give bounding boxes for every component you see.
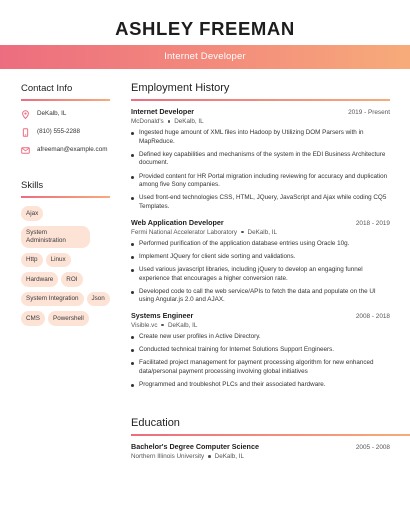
job-company: Fermi National Accelerator Laboratory [131, 228, 238, 236]
skill-pill: Powershell [48, 311, 89, 326]
job-title: Internet Developer [131, 107, 195, 116]
job-bullet: Defined key capabilities and mechanisms of the system in the EDI Business Architecture document. [131, 151, 390, 168]
skills-heading: Skills [21, 180, 44, 191]
job-title: Web Application Developer [131, 217, 224, 227]
job-bullet: Create new user profiles in Active Directory. [131, 333, 390, 342]
resume-name: ASHLEY FREEMAN [115, 18, 295, 39]
mail-icon [21, 146, 30, 155]
skill-pill: System Integration [21, 292, 84, 307]
job-bullet: Used various javascript libraries, including jQuery to develop an engaging funnel experience that encourages a higher conversion rate. [131, 266, 390, 283]
location-text: DeKalb, IL [37, 110, 67, 117]
job-dates: 2019 - Present [348, 109, 390, 116]
school-location: DeKalb, IL [214, 453, 245, 460]
contact-location [21, 110, 110, 119]
employment-heading: Employment History [131, 82, 230, 94]
contact-phone [21, 128, 110, 137]
education-dates: 2005 - 2008 [355, 444, 390, 451]
separator-dot [161, 324, 164, 327]
skill-pill: Ajax [21, 206, 43, 221]
skills-section [21, 180, 110, 326]
job-bullet: Ingested huge amount of XML files into Hadoop by Utilizing DOM Parsers with in MapReduce. [131, 129, 390, 146]
separator-dot [241, 231, 244, 234]
skill-pill: CMS [21, 311, 45, 326]
degree-title: Bachelor's Degree Computer Science [131, 442, 259, 451]
skill-pill: System Administration [21, 226, 90, 248]
job-bullet: Performed purification of the application database entries using Oracle 10g. [131, 240, 390, 249]
email-text[interactable]: afreeman@example.com [37, 146, 108, 153]
contact-divider [21, 99, 110, 101]
job-bullets [131, 333, 390, 390]
skill-pill: Linux [46, 253, 71, 268]
phone-icon [21, 128, 30, 137]
job-entry [131, 218, 390, 305]
job-bullets [131, 240, 390, 305]
job-entry [131, 107, 390, 212]
job-bullet: Implement JQuery for client side sorting and validations. [131, 253, 390, 262]
job-bullet: Programmed and troubleshot PLCs and their associated hardware. [131, 381, 390, 390]
job-bullets [131, 129, 390, 212]
skill-pill: Http [21, 253, 43, 268]
location-pin-icon [21, 110, 30, 119]
job-bullet: Used front-end technologies CSS, HTML, JQuery, JavaScript and Ajax while coding CQ5 Templates. [131, 194, 390, 211]
employment-section [131, 82, 390, 394]
job-location: DeKalb, IL [167, 321, 198, 329]
school-name: Northern Illinois University [131, 453, 205, 460]
education-heading: Education [131, 417, 180, 429]
education-section [131, 417, 410, 460]
job-title-banner: Internet Developer [0, 45, 410, 69]
job-title: Systems Engineer [131, 310, 194, 320]
job-location: DeKalb, IL [174, 118, 204, 125]
skill-pill: Json [87, 292, 110, 307]
employment-divider [131, 99, 390, 101]
skill-pill: ROI [61, 272, 82, 287]
separator-dot [208, 455, 211, 458]
job-company: Visible.vc [131, 321, 158, 329]
job-bullet: Provided content for HR Portal migration including reviewing for accuracy and duplication among five Sony companies. [131, 173, 390, 190]
education-divider [131, 434, 410, 436]
contact-email [21, 146, 110, 155]
phone-text: (810) 555-2288 [37, 128, 81, 135]
job-entry [131, 311, 390, 390]
job-dates: 2018 - 2019 [355, 219, 390, 227]
separator-dot [168, 120, 171, 123]
skills-list [21, 206, 110, 326]
job-bullet: Conducted technical training for Internet Solutions Support Engineers. [131, 346, 390, 355]
contact-section [21, 83, 110, 155]
job-bullet: Facilitated project management for payment processing algorithm for new enhanced data/personal payment processing involving global initiatives [131, 359, 390, 376]
skill-pill: Hardware [21, 272, 58, 287]
job-company: McDonald's [131, 118, 164, 125]
skills-divider [21, 196, 110, 198]
job-dates: 2008 - 2018 [355, 312, 390, 320]
job-bullet: Developed code to call the web service/APIs to fetch the data and populate on the UI using Angular.js 2.0 and AJAX. [131, 288, 390, 305]
contact-heading: Contact Info [21, 83, 73, 94]
education-entry [131, 442, 390, 460]
job-location: DeKalb, IL [247, 228, 277, 236]
